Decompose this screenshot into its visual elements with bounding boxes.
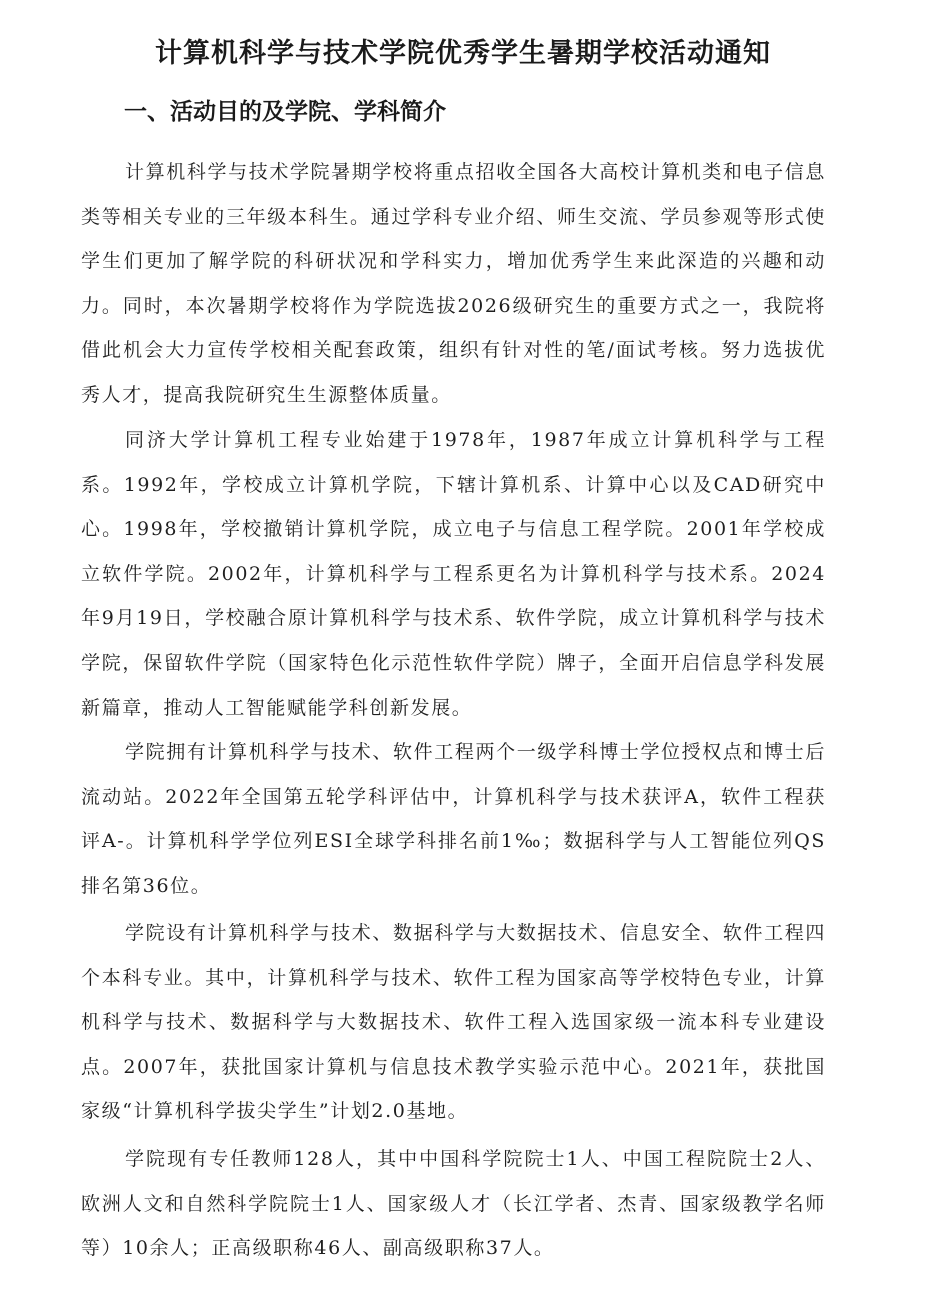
section-heading: 一、活动目的及学院、学科简介: [124, 99, 446, 125]
paragraph-undergraduate-majors: 学院设有计算机科学与技术、数据科学与大数据技术、信息安全、软件工程四个本科专业。其中，计算机科学与技术、软件工程为国家高等学校特色专业，计算机科学与技术、数据科学与大数据技术、软件工程入选国家级一流本科专业建设点。2007年，获批国家计算机与信息技术教学实验示范中心。2021年，获批国家级“计算机科学拔尖学生”计划2.0基地。: [81, 922, 826, 1123]
paragraph-college-history: 同济大学计算机工程专业始建于1978年，1987年成立计算机科学与工程系。1992年，学校成立计算机学院，下辖计算机系、计算中心以及CAD研究中心。1998年，学校撤销计算机学院，成立电子与信息工程学院。2001年学校成立软件学院。2002年，计算机科学与工程系更名为计算机科学与技术系。2024年9月19日，学校融合原计算机科学与技术系、软件学院，成立计算机科学与技术学院，保留软件学院（国家特色化示范性软件学院）牌子，全面开启信息学科发展新篇章，推动人工智能赋能学科创新发展。: [81, 429, 826, 719]
document-title: 计算机科学与技术学院优秀学生暑期学校活动通知: [155, 38, 771, 69]
paragraph-activity-purpose: 计算机科学与技术学院暑期学校将重点招收全国各大高校计算机类和电子信息类等相关专业的三年级本科生。通过学科专业介绍、师生交流、学员参观等形式使学生们更加了解学院的科研状况和学科实力，增加优秀学生来此深造的兴趣和动力。同时，本次暑期学校将作为学院选拔2026级研究生的重要方式之一，我院将借此机会大力宣传学校相关配套政策，组织有针对性的笔/面试考核。努力选拔优秀人才，提高我院研究生生源整体质量。: [81, 161, 826, 406]
paragraph-faculty: 学院现有专任教师128人，其中中国科学院院士1人、中国工程院院士2人、欧洲人文和自然科学院院士1人、国家级人才（长江学者、杰青、国家级教学名师等）10余人；正高级职称46人、副高级职称37人。: [81, 1148, 826, 1260]
paragraph-discipline-ranking: 学院拥有计算机科学与技术、软件工程两个一级学科博士学位授权点和博士后流动站。2022年全国第五轮学科评估中，计算机科学与技术获评A，软件工程获评A-。计算机科学学位列ESI全球学科排名前1‰；数据科学与人工智能位列QS排名第36位。: [81, 741, 826, 897]
